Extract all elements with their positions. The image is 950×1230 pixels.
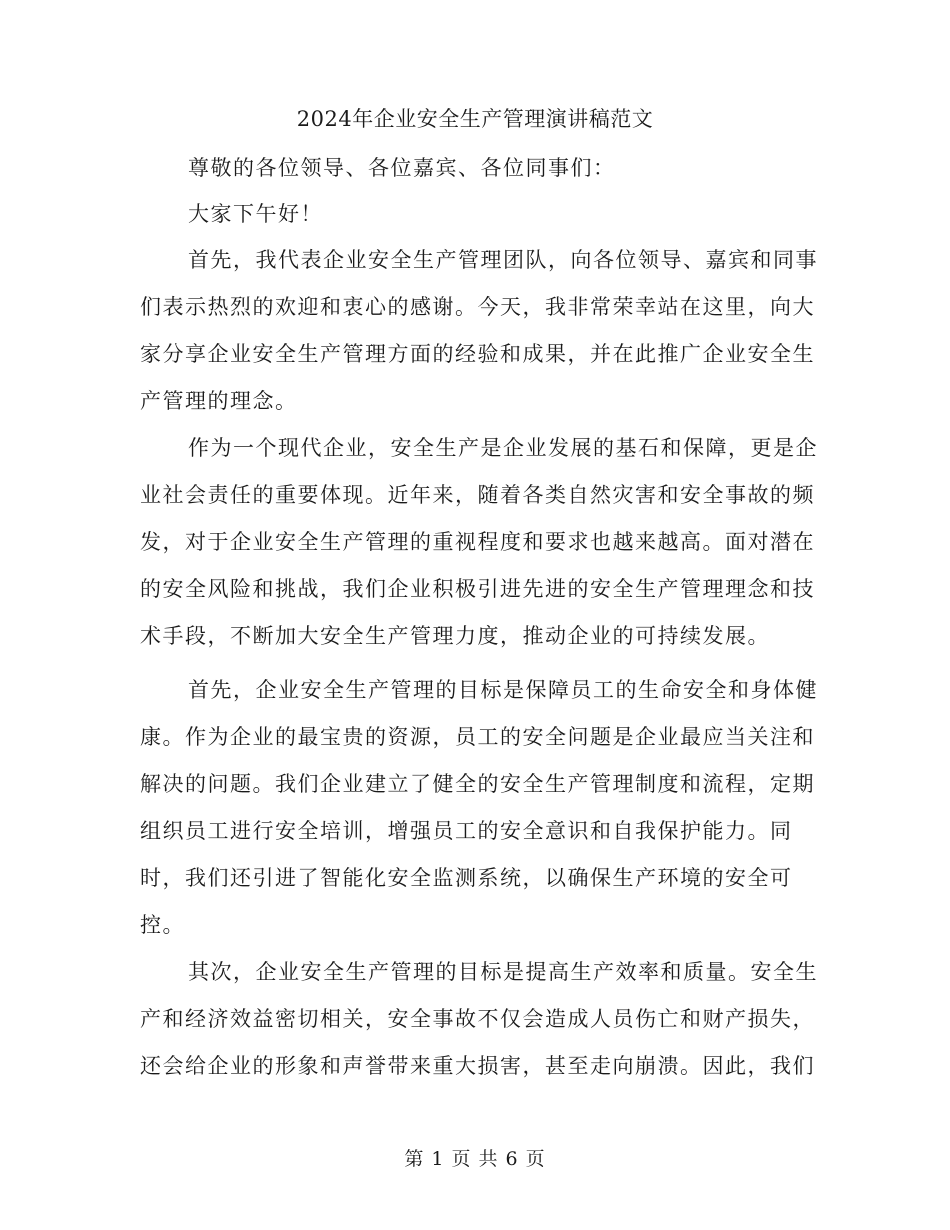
paragraph-2-line-5: 术手段，不断加大安全生产管理力度，推动企业的可持续发展。 bbox=[140, 624, 770, 648]
paragraph-3-line-6: 控。 bbox=[140, 913, 185, 937]
paragraph-1-line-3: 家分享企业安全生产管理方面的经验和成果，并在此推广企业安全生 bbox=[140, 342, 815, 366]
paragraph-1-line-2: 们表示热烈的欢迎和衷心的感谢。今天，我非常荣幸站在这里，向大 bbox=[140, 295, 815, 319]
salutation-line: 尊敬的各位领导、各位嘉宾、各位同事们： bbox=[188, 156, 616, 180]
paragraph-4-line-1: 其次，企业安全生产管理的目标是提高生产效率和质量。安全生 bbox=[188, 960, 818, 984]
paragraph-1-line-4: 产管理的理念。 bbox=[140, 389, 298, 413]
paragraph-4-line-2: 产和经济效益密切相关，安全事故不仅会造成人员伤亡和财产损失， bbox=[140, 1007, 815, 1031]
document-title: 2024年企业安全生产管理演讲稿范文 bbox=[296, 107, 654, 131]
paragraph-2-line-1: 作为一个现代企业，安全生产是企业发展的基石和保障，更是企 bbox=[188, 436, 818, 460]
paragraph-2-line-3: 发，对于企业安全生产管理的重视程度和要求也越来越高。面对潜在 bbox=[140, 530, 815, 554]
paragraph-3-line-1: 首先，企业安全生产管理的目标是保障员工的生命安全和身体健 bbox=[188, 678, 818, 702]
paragraph-4-line-3: 还会给企业的形象和声誉带来重大损害，甚至走向崩溃。因此，我们 bbox=[140, 1054, 815, 1078]
paragraph-2-line-4: 的安全风险和挑战，我们企业积极引进先进的安全生产管理理念和技 bbox=[140, 577, 815, 601]
paragraph-3-line-5: 时，我们还引进了智能化安全监测系统，以确保生产环境的安全可 bbox=[140, 866, 793, 890]
paragraph-2-line-2: 业社会责任的重要体现。近年来，随着各类自然灾害和安全事故的频 bbox=[140, 483, 815, 507]
paragraph-3-line-3: 解决的问题。我们企业建立了健全的安全生产管理制度和流程，定期 bbox=[140, 772, 815, 796]
greeting-line: 大家下午好！ bbox=[188, 202, 323, 226]
paragraph-3-line-2: 康。作为企业的最宝贵的资源，员工的安全问题是企业最应当关注和 bbox=[140, 725, 815, 749]
page-number-footer: 第 1 页 共 6 页 bbox=[404, 1148, 546, 1170]
paragraph-1-line-1: 首先，我代表企业安全生产管理团队，向各位领导、嘉宾和同事 bbox=[188, 248, 818, 272]
paragraph-3-line-4: 组织员工进行安全培训，增强员工的安全意识和自我保护能力。同 bbox=[140, 819, 793, 843]
